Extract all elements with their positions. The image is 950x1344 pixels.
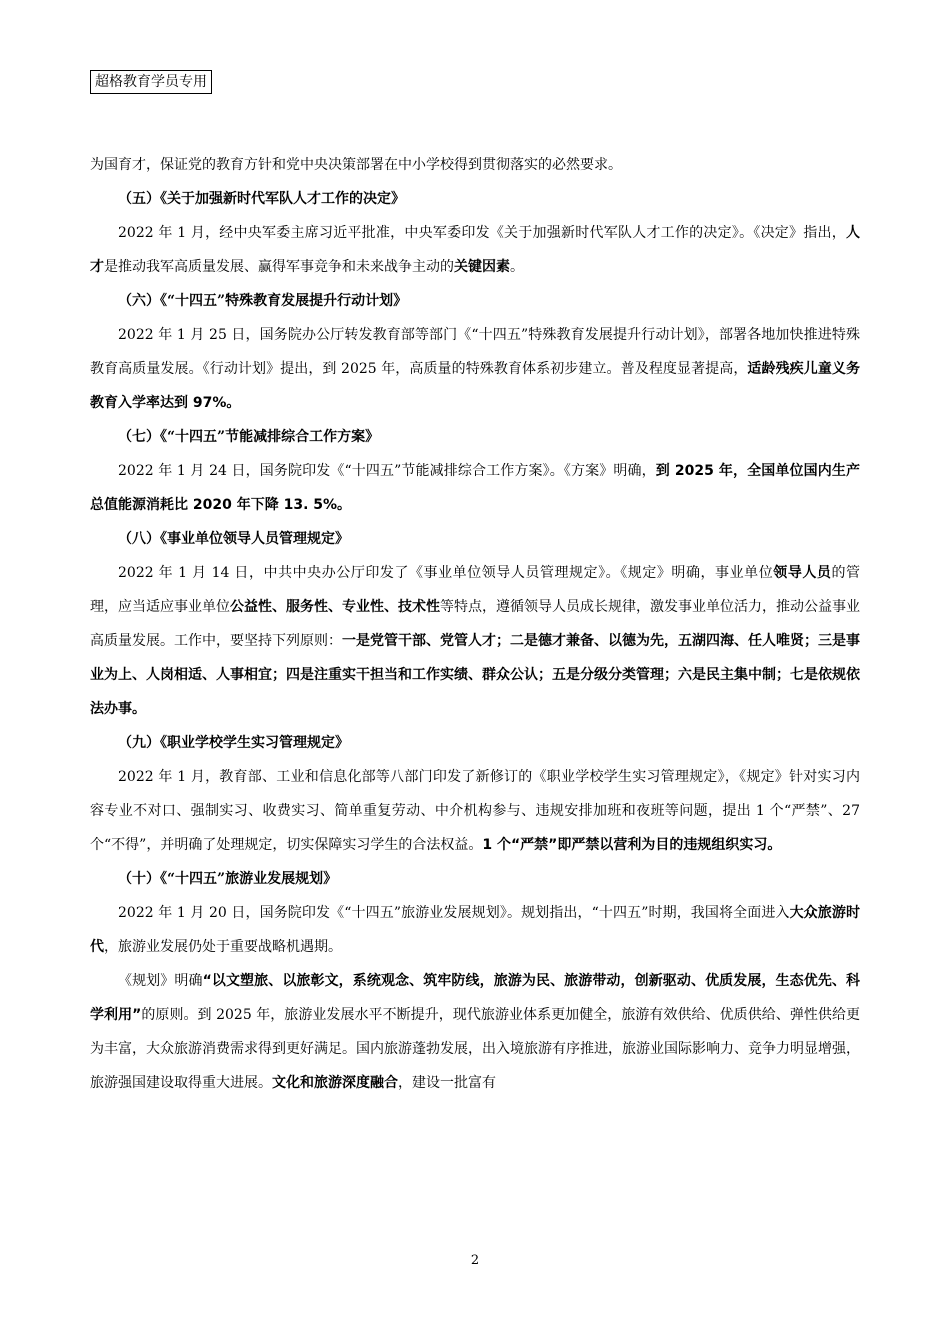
- section-10-paragraph-1: 2022 年 1 月 20 日，国务院印发《“十四五”旅游业发展规划》。规划指出，“十四五”时期，我国将全面进入大众旅游时代，旅游业发展仍处于重要战略机遇期。: [90, 905, 860, 955]
- section-8-paragraph: 2022 年 1 月 14 日，中共中央办公厅印发了《事业单位领导人员管理规定》。《规定》明确，事业单位领导人员的管理，应当适应事业单位公益性、服务性、专业性、技术性等特点，遵循领导人员成长规律，激发事业单位活力，推动公益事业高质量发展。工作中，要坚持下列原则：一是党管干部、党管人才；二是德才兼备、以德为先，五湖四海、任人唯贤；三是事业为上、人岗相适、人事相宜；四是注重实干担当和工作实绩、群众公认；五是分级分类管理；六是民主集中制；七是依规依法办事。: [90, 565, 861, 717]
- section-9-paragraph: 2022 年 1 月，教育部、工业和信息化部等八部门印发了新修订的《职业学校学生实习管理规定》，《规定》针对实习内容专业不对口、强制实习、收费实习、简单重复劳动、中介机构参与、违规安排加班和夜班等问题，提出 1 个“严禁”、27 个“不得”，并明确了处理规定，切实保障实习学生的合法权益。1 个“严禁”即严禁以营利为目的违规组织实习。: [90, 769, 860, 853]
- intro-paragraph: 为国育才，保证党的教育方针和党中央决策部署在中小学校得到贯彻落实的必然要求。: [90, 157, 622, 173]
- section-10-heading: （十）《“十四五”旅游业发展规划》: [118, 871, 338, 887]
- section-10-paragraph-2: 《规划》明确“以文塑旅、以旅彰文，系统观念、筑牢防线，旅游为民、旅游带动，创新驱动、优质发展，生态优先、科学利用”的原则。到 2025 年，旅游业发展水平不断提升，现代旅游业体系更加健全，旅游有效供给、优质供给、弹性供给更为丰富，大众旅游消费需求得到更好满足。国内旅游蓬勃发展，出入境旅游有序推进，旅游业国际影响力、竞争力明显增强，旅游强国建设取得重大进展。文化和旅游深度融合，建设一批富有: [90, 973, 861, 1091]
- section-6-paragraph: 2022 年 1 月 25 日，国务院办公厅转发教育部等部门《“十四五”特殊教育发展提升行动计划》，部署各地加快推进特殊教育高质量发展。《行动计划》提出，到 2025 年，高质量的特殊教育体系初步建立。普及程度显著提高，适龄残疾儿童义务教育入学率达到 97%。: [90, 327, 860, 411]
- section-9-heading: （九）《职业学校学生实习管理规定》: [118, 735, 349, 751]
- section-8-heading: （八）《事业单位领导人员管理规定》: [118, 531, 349, 547]
- page-number: 2: [470, 1253, 480, 1268]
- section-7-paragraph: 2022 年 1 月 24 日，国务院印发《“十四五”节能减排综合工作方案》。《方案》明确，到 2025 年，全国单位国内生产总值能源消耗比 2020 年下降 13. 5%。: [90, 463, 860, 513]
- section-6-heading: （六）《“十四五”特殊教育发展提升行动计划》: [118, 293, 408, 309]
- document-body: [90, 148, 860, 1100]
- watermark-label: 超格教育学员专用: [90, 70, 212, 94]
- section-5-heading: （五）《关于加强新时代军队人才工作的决定》: [118, 191, 405, 207]
- section-7-heading: （七）《“十四五”节能减排综合工作方案》: [118, 429, 380, 445]
- section-5-paragraph: 2022 年 1 月，经中央军委主席习近平批准，中央军委印发《关于加强新时代军队人才工作的决定》。《决定》指出，人才是推动我军高质量发展、赢得军事竞争和未来战争主动的关键因素。: [90, 225, 860, 275]
